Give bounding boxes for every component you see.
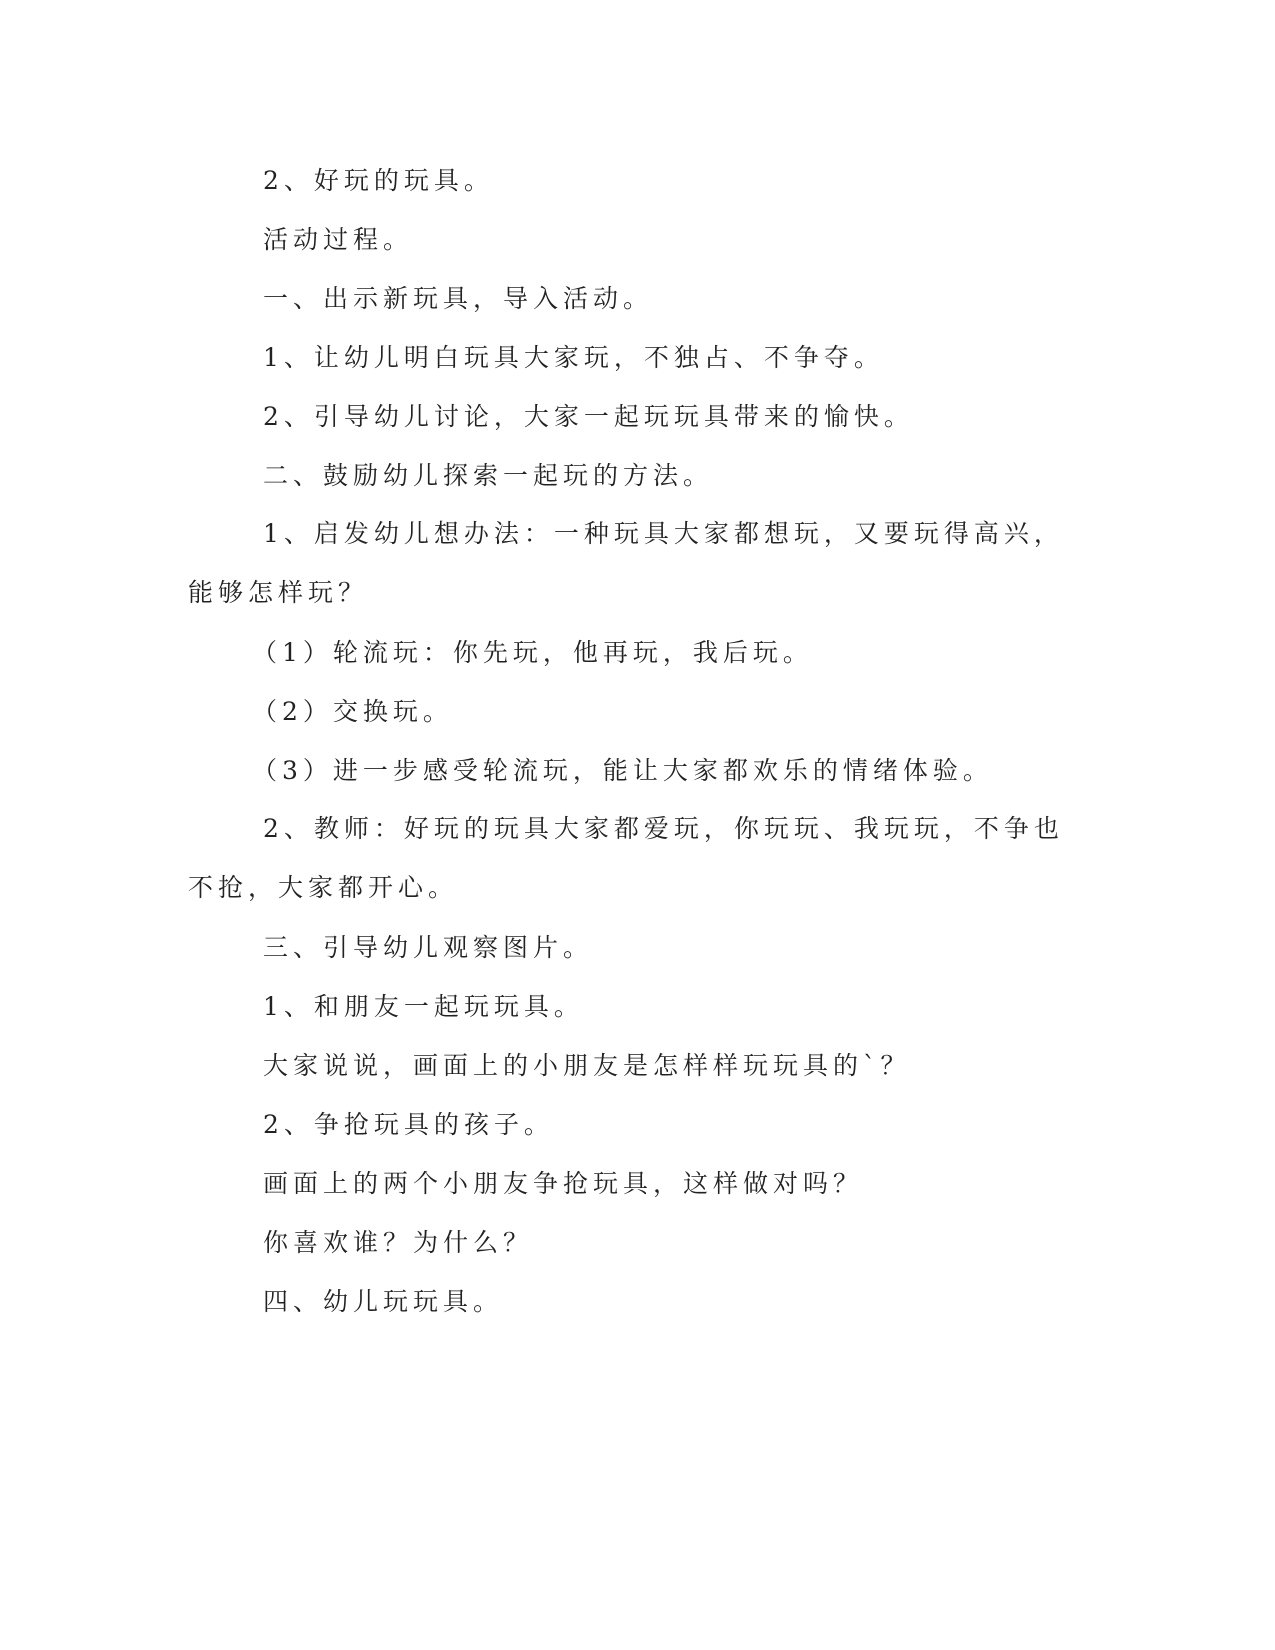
paragraph: （2）交换玩。	[252, 697, 453, 726]
paragraph: 2、教师：好玩的玩具大家都爱玩，你玩玩、我玩玩，不争也不抢，大家都开心。	[188, 814, 1064, 902]
paragraph: 活动过程。	[263, 225, 414, 254]
paragraph: 一、出示新玩具，导入活动。	[263, 284, 654, 313]
paragraph: 四、幼儿玩玩具。	[263, 1287, 504, 1316]
paragraph: 二、鼓励幼儿探索一起玩的方法。	[263, 461, 714, 490]
paragraph: 画面上的两个小朋友争抢玩具，这样做对吗？	[263, 1169, 864, 1198]
paragraph: 2、引导幼儿讨论，大家一起玩玩具带来的愉快。	[263, 402, 914, 431]
paragraph: 2、好玩的玩具。	[263, 166, 494, 195]
paragraph: 1、让幼儿明白玩具大家玩，不独占、不争夺。	[263, 343, 884, 372]
paragraph: 三、引导幼儿观察图片。	[263, 933, 594, 962]
paragraph: 1、启发幼儿想办法：一种玩具大家都想玩，又要玩得高兴，能够怎样玩？	[188, 519, 1064, 607]
paragraph: 大家说说，画面上的小朋友是怎样样玩玩具的`？	[263, 1051, 911, 1080]
paragraph: 1、和朋友一起玩玩具。	[263, 992, 584, 1021]
paragraph: （1）轮流玩：你先玩，他再玩，我后玩。	[252, 638, 813, 667]
paragraph: 你喜欢谁？为什么？	[263, 1228, 534, 1257]
paragraph: 2、争抢玩具的孩子。	[263, 1110, 554, 1139]
paragraph: （3）进一步感受轮流玩，能让大家都欢乐的情绪体验。	[252, 756, 993, 785]
